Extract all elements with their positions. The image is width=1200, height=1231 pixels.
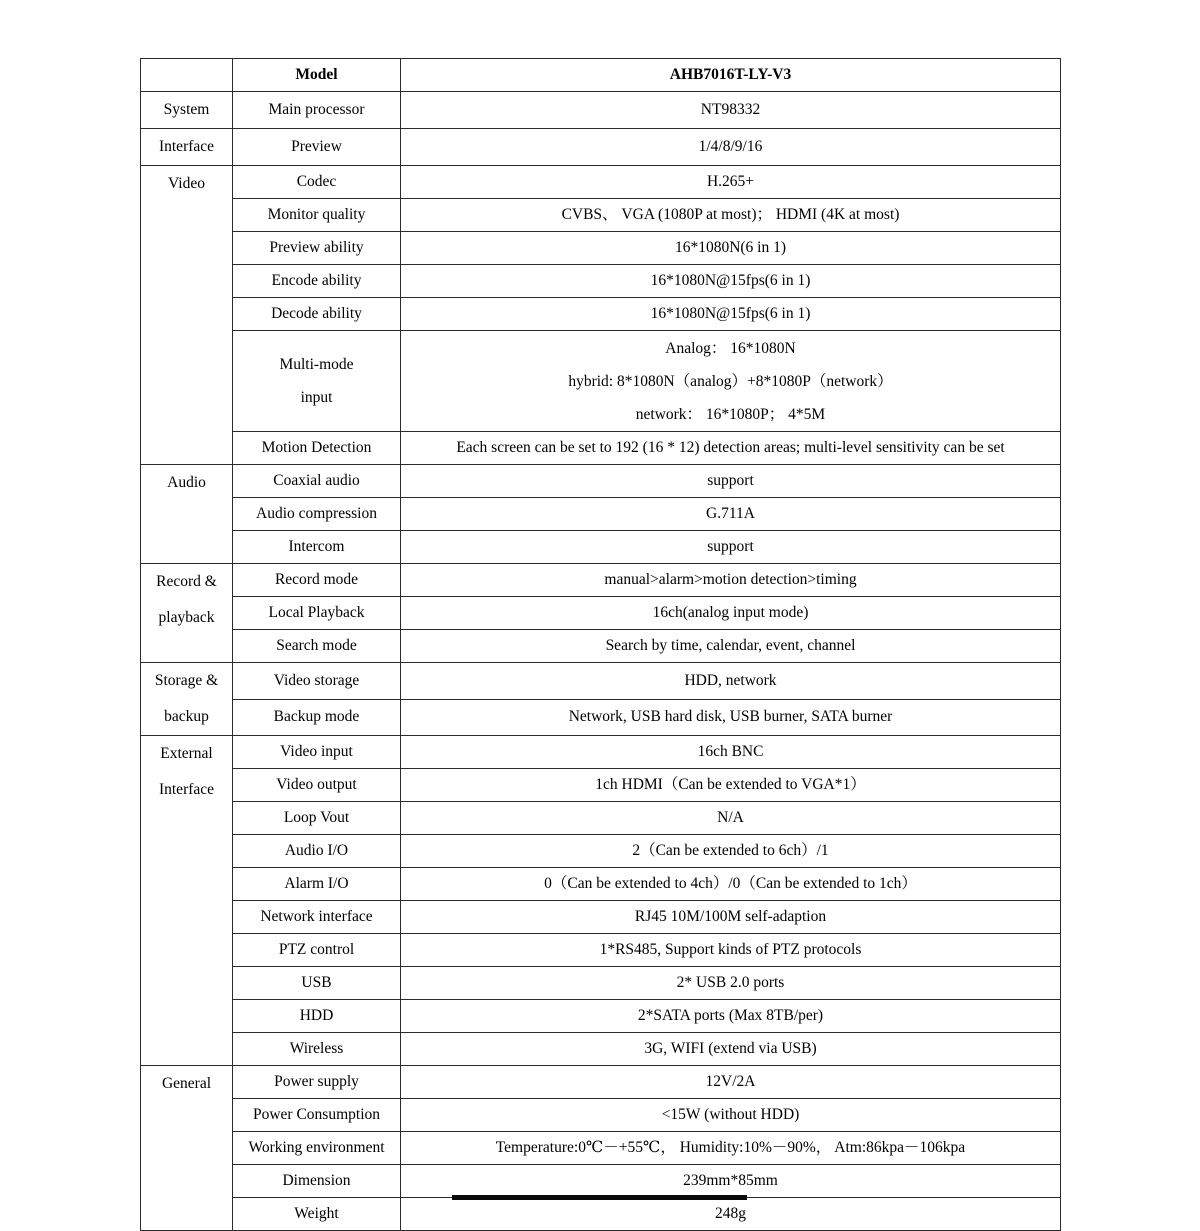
text-line: RJ45 10M/100M self-adaption: [634, 908, 827, 925]
text-line: 248g: [715, 1205, 746, 1222]
text-line: Each screen can be set to 192 (16 * 12) detection areas; multi-level sensitivity can be set: [456, 439, 1005, 456]
property-cell: [233, 769, 401, 802]
text-line: CVBS、 VGA (1080P at most)； HDMI (4K at most): [561, 206, 900, 223]
table-row: [141, 835, 1061, 868]
text-line: 12V/2A: [705, 1073, 756, 1090]
spec-table: [140, 58, 1061, 1231]
property-cell: [233, 630, 401, 663]
text-line: 239mm*85mm: [683, 1172, 778, 1189]
table-row: [141, 967, 1061, 1000]
text-line: Interface: [158, 138, 215, 155]
text-line: Video input: [280, 743, 353, 760]
property-cell: [233, 498, 401, 531]
value-cell: [401, 298, 1061, 331]
text-line: input: [300, 389, 333, 406]
property-cell: [233, 1198, 401, 1231]
property-cell: [233, 92, 401, 129]
property-cell: [233, 232, 401, 265]
value-cell: [401, 736, 1061, 769]
table-row: [141, 564, 1061, 597]
text-line: Interface: [158, 781, 215, 798]
value-cell: [401, 1099, 1061, 1132]
value-cell: [401, 1132, 1061, 1165]
property-cell: [233, 597, 401, 630]
text-line: System: [163, 101, 210, 118]
property-cell: [233, 1099, 401, 1132]
property-cell: [233, 331, 401, 432]
property-cell: [233, 265, 401, 298]
table-row: [141, 901, 1061, 934]
value-cell: [401, 597, 1061, 630]
table-row: [141, 265, 1061, 298]
value-cell: [401, 1165, 1061, 1198]
table-row: [141, 1033, 1061, 1066]
text-line: Power supply: [274, 1073, 359, 1090]
table-row: [141, 465, 1061, 498]
property-cell: [233, 465, 401, 498]
table-row: [141, 432, 1061, 465]
table-row: [141, 531, 1061, 564]
value-cell: [401, 967, 1061, 1000]
table-row: [141, 232, 1061, 265]
text-line: playback: [158, 609, 215, 626]
text-line: support: [707, 538, 754, 555]
table-row: [141, 92, 1061, 129]
value-cell: [401, 564, 1061, 597]
property-cell: [233, 699, 401, 736]
text-line: Loop Vout: [283, 809, 350, 826]
category-cell: [141, 564, 233, 663]
text-line: Network interface: [260, 908, 373, 925]
property-cell: [233, 835, 401, 868]
text-line: 1ch HDMI（Can be extended to VGA*1）: [595, 776, 866, 793]
property-cell: [233, 736, 401, 769]
text-line: USB: [301, 974, 332, 991]
table-row: [141, 1165, 1061, 1198]
value-cell: [401, 92, 1061, 129]
text-line: NT98332: [700, 101, 761, 118]
category-cell: [141, 1066, 233, 1231]
text-line: HDD, network: [684, 671, 777, 689]
text-line: Alarm I/O: [284, 875, 349, 892]
category-cell: [141, 129, 233, 166]
table-row: [141, 498, 1061, 531]
table-row: [141, 166, 1061, 199]
value-cell: [401, 265, 1061, 298]
text-line: Coaxial audio: [273, 472, 360, 489]
property-cell: [233, 901, 401, 934]
text-line: 2*SATA ports (Max 8TB/per): [637, 1007, 824, 1024]
table-row: [141, 129, 1061, 166]
property-cell: [233, 1000, 401, 1033]
value-cell: [401, 868, 1061, 901]
category-cell: [141, 92, 233, 129]
text-line: External: [160, 745, 213, 762]
property-cell: [233, 199, 401, 232]
table-row: [141, 1198, 1061, 1231]
value-cell: [401, 934, 1061, 967]
property-cell: [233, 1033, 401, 1066]
value-cell: [401, 663, 1061, 700]
property-cell: [233, 166, 401, 199]
text-line: Preview ability: [269, 239, 364, 256]
value-cell: [401, 1000, 1061, 1033]
text-line: 2（Can be extended to 6ch）/1: [632, 842, 829, 859]
value-cell: [401, 432, 1061, 465]
text-line: 2* USB 2.0 ports: [676, 974, 785, 991]
table-row: [141, 630, 1061, 663]
text-line: Wireless: [289, 1040, 344, 1057]
text-line: Record mode: [274, 571, 359, 588]
property-cell: [233, 967, 401, 1000]
text-line: Multi-mode: [279, 356, 354, 373]
value-cell: [401, 835, 1061, 868]
category-cell: [141, 59, 233, 92]
text-line: Codec: [296, 173, 337, 190]
text-line: <15W (without HDD): [661, 1106, 800, 1123]
text-line: Power Consumption: [252, 1106, 381, 1123]
spec-table-body: [141, 59, 1061, 1231]
text-line: Model: [295, 66, 338, 83]
value-cell: [401, 498, 1061, 531]
value-cell: [401, 331, 1061, 432]
text-line: Temperature:0℃－+55℃， Humidity:10%－90%， Atm:86kpa－106kpa: [495, 1139, 966, 1156]
value-cell: [401, 166, 1061, 199]
table-row: [141, 1066, 1061, 1099]
text-line: H.265+: [706, 173, 755, 190]
value-cell: [401, 465, 1061, 498]
text-line: 1/4/8/9/16: [698, 138, 763, 155]
category-cell: [141, 736, 233, 1066]
text-line: Audio: [167, 474, 206, 491]
category-cell: [141, 465, 233, 564]
text-line: Storage &: [154, 672, 219, 689]
property-cell: [233, 1066, 401, 1099]
text-line: 16*1080N(6 in 1): [674, 239, 787, 256]
table-row: [141, 769, 1061, 802]
value-cell: [401, 699, 1061, 736]
text-line: network： 16*1080P； 4*5M: [635, 405, 826, 423]
text-line: HDD: [299, 1007, 334, 1024]
text-line: N/A: [717, 809, 744, 826]
text-line: Preview: [291, 138, 342, 155]
text-line: AHB7016T-LY-V3: [669, 66, 792, 83]
text-line: Encode ability: [271, 272, 362, 289]
table-row: [141, 199, 1061, 232]
text-line: 16*1080N@15fps(6 in 1): [650, 272, 811, 289]
property-cell: [233, 564, 401, 597]
property-cell: [233, 1132, 401, 1165]
text-line: Video output: [276, 776, 357, 793]
text-line: hybrid: 8*1080N（analog）+8*1080P（network）: [568, 372, 893, 390]
value-cell: [401, 1033, 1061, 1066]
table-row: [141, 699, 1061, 736]
table-row: [141, 663, 1061, 700]
text-line: 16ch BNC: [697, 743, 764, 760]
text-line: PTZ control: [278, 941, 355, 958]
property-cell: [233, 298, 401, 331]
text-line: General: [161, 1075, 212, 1092]
text-line: Audio compression: [256, 505, 377, 522]
table-row: [141, 934, 1061, 967]
text-line: Working environment: [248, 1139, 385, 1156]
text-line: Weight: [294, 1205, 339, 1222]
text-line: 16ch(analog input mode): [652, 604, 809, 621]
value-cell: [401, 531, 1061, 564]
value-cell: [401, 232, 1061, 265]
table-row: [141, 1000, 1061, 1033]
property-cell: [233, 868, 401, 901]
table-row: [141, 298, 1061, 331]
table-row: [141, 59, 1061, 92]
property-cell: [233, 663, 401, 700]
property-cell: [233, 1165, 401, 1198]
value-cell: [401, 630, 1061, 663]
value-cell: [401, 802, 1061, 835]
value-cell: [401, 769, 1061, 802]
text-line: 1*RS485, Support kinds of PTZ protocols: [599, 941, 862, 958]
property-cell: [233, 59, 401, 92]
text-line: manual>alarm>motion detection>timing: [604, 571, 857, 588]
text-line: 16*1080N@15fps(6 in 1): [650, 305, 811, 322]
value-cell: [401, 59, 1061, 92]
value-cell: [401, 129, 1061, 166]
value-cell: [401, 1198, 1061, 1231]
text-line: Local Playback: [268, 604, 365, 621]
bottom-crop-bar: [452, 1195, 747, 1200]
property-cell: [233, 129, 401, 166]
table-row: [141, 802, 1061, 835]
value-cell: [401, 199, 1061, 232]
table-row: [141, 1132, 1061, 1165]
text-line: Search mode: [276, 637, 357, 654]
text-line: Analog： 16*1080N: [665, 339, 796, 357]
text-line: Decode ability: [271, 305, 362, 322]
table-row: [141, 736, 1061, 769]
value-cell: [401, 901, 1061, 934]
text-line: Monitor quality: [267, 206, 366, 223]
text-line: Backup mode: [273, 708, 360, 726]
table-row: [141, 597, 1061, 630]
text-line: Search by time, calendar, event, channel: [605, 637, 856, 654]
text-line: support: [707, 472, 754, 489]
text-line: Dimension: [282, 1172, 351, 1189]
text-line: G.711A: [706, 505, 755, 522]
text-line: Record &: [156, 573, 217, 590]
text-line: Video storage: [273, 671, 360, 689]
property-cell: [233, 802, 401, 835]
text-line: 3G, WIFI (extend via USB): [644, 1040, 817, 1057]
text-line: Network, USB hard disk, USB burner, SATA burner: [568, 708, 893, 726]
text-line: 0（Can be extended to 4ch）/0（Can be extended to 1ch）: [544, 875, 917, 892]
table-row: [141, 868, 1061, 901]
text-line: Motion Detection: [261, 439, 372, 456]
text-line: Audio I/O: [284, 842, 349, 859]
property-cell: [233, 531, 401, 564]
text-line: Main processor: [268, 101, 365, 118]
category-cell: [141, 166, 233, 465]
text-line: Video: [168, 175, 205, 192]
text-line: backup: [164, 708, 209, 725]
table-row: [141, 1099, 1061, 1132]
table-row: [141, 331, 1061, 432]
property-cell: [233, 432, 401, 465]
property-cell: [233, 934, 401, 967]
text-line: Intercom: [288, 538, 345, 555]
category-cell: [141, 663, 233, 736]
value-cell: [401, 1066, 1061, 1099]
